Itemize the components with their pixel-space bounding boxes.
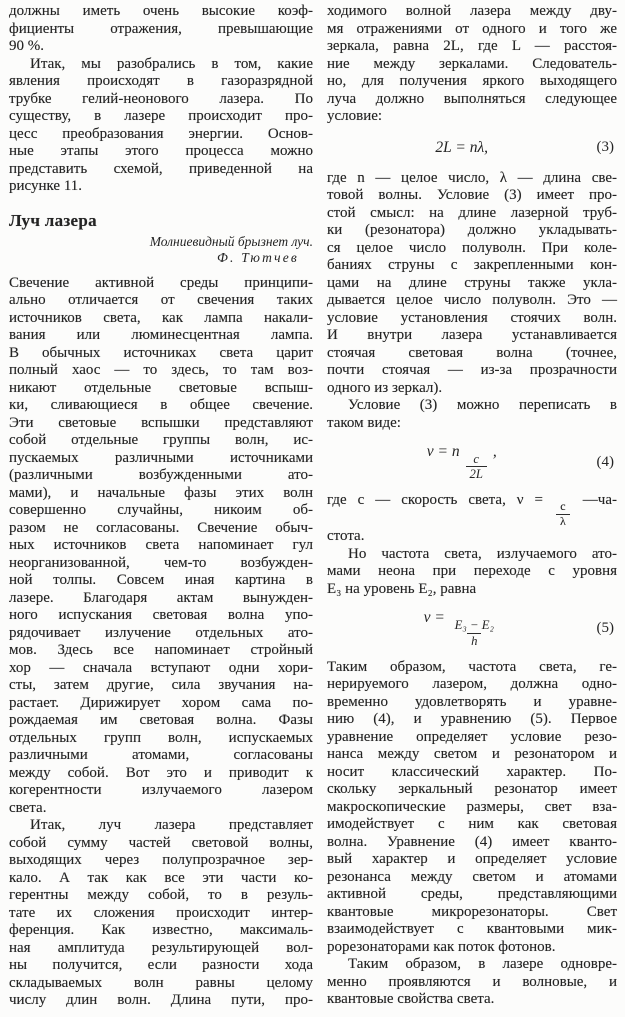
text-line: Свечение активной среды принципи- xyxy=(9,274,313,291)
text-column-left xyxy=(9,3,313,1010)
text-line: Но частота света, излучаемого ато- xyxy=(348,545,617,562)
text-line: пускаемых различными источниками xyxy=(9,449,313,466)
text-line: квантовые свойства света. xyxy=(327,991,495,1008)
equation-body: ν = n $\frac{c}{2L}$ , xyxy=(426,443,497,482)
fraction-numerator: c xyxy=(560,499,566,514)
text-line: резонанса между светом и атомами xyxy=(327,868,617,885)
text-line: цами на длине струны также укла- xyxy=(327,274,617,291)
fraction-denominator: 2L xyxy=(466,466,487,481)
text-line: одного из зеркал). xyxy=(327,379,443,396)
text-line: стота. xyxy=(327,528,365,545)
text-line: Таким образом, частота света, ге- xyxy=(327,658,617,675)
text-line: рорезонаторами как поток фотонов. xyxy=(327,938,556,955)
text-line: складываемых волн равны целому xyxy=(9,974,313,991)
text-line: товой волны. Условие (3) имеет про- xyxy=(327,187,617,203)
text-line: вания или люминесцентная лампа. xyxy=(9,327,313,343)
paragraph xyxy=(327,956,617,1009)
paragraph xyxy=(9,817,313,1010)
text-line: между собой. Вот это и приводит к xyxy=(9,764,313,781)
text-line: волна. Уравнение (4) имеет кванто- xyxy=(327,833,617,850)
equation xyxy=(327,443,617,481)
text-line: вый характер и определяет условие xyxy=(327,851,617,868)
text-line: где c — скорость света, ν = $\frac{c}{\lambda}$ —ча- xyxy=(327,492,617,528)
text-line: мов. Здесь все напоминает стройный xyxy=(9,642,313,658)
text-line: Таким образом, в лазере одновре- xyxy=(348,956,617,973)
text-line: существу, в лазере происходит про- xyxy=(9,108,313,124)
text-line: где n — целое число, λ — длина све- xyxy=(327,169,617,186)
text-line: отдельных групп волн, испускаемых xyxy=(9,729,313,746)
text-line: 90 %. xyxy=(9,38,44,54)
text-line: ходимого волной лазера между дву- xyxy=(327,3,617,19)
text-line: совершенно случайны, никоим об- xyxy=(9,502,313,518)
text-line: макроскопические размеры, свет вза- xyxy=(327,798,617,815)
text-line: герентны между собой, то в резуль- xyxy=(9,887,313,903)
text-line: И внутри лазера устанавливается xyxy=(327,327,617,343)
text-line: никают отдельные световые вспыш- xyxy=(9,379,313,396)
text-line: мами), и начальные фазы этих волн xyxy=(9,484,313,501)
text-line: квантовые микрорезонаторы. Свет xyxy=(327,903,617,920)
text-line: зеркала, равна 2L, где L — расстоя- xyxy=(327,38,617,54)
text-line: рождаемая им световая волна. Фазы xyxy=(9,712,313,728)
text-line: ки (резонатора) должно укладывать- xyxy=(327,222,617,238)
paragraph xyxy=(327,3,617,126)
paragraph xyxy=(327,492,617,545)
epigraph-author: Ф. Тютчев xyxy=(217,249,299,265)
paragraph xyxy=(327,659,617,957)
text-line: почти стоячая — из-за прозрачности xyxy=(327,362,617,378)
text-line: рисунке 11. xyxy=(9,178,83,194)
paragraph xyxy=(327,397,617,432)
text-line: E₃ на уровень E₂, равна xyxy=(327,580,477,597)
equation-number: (4) xyxy=(596,453,614,470)
text-line: луча должно выполняться следующее xyxy=(327,90,617,107)
text-line: условие: xyxy=(327,108,383,124)
text-line: света. xyxy=(9,799,47,816)
text-line: ные этапы этого процесса можно xyxy=(9,143,313,159)
text-line: фициенты отражения, превышающие xyxy=(9,20,313,37)
text-line: должны иметь очень высокие коэф- xyxy=(9,3,313,19)
text-line: менно проявляются и волновые, и xyxy=(327,973,617,990)
text-line: активной среды, представляющими xyxy=(327,886,617,903)
text-line: ного испускания световая волна упо- xyxy=(9,607,313,623)
equation-number: (5) xyxy=(596,620,614,636)
text-line: собой отдельные группы волн, ис- xyxy=(9,432,313,448)
epigraph xyxy=(9,234,313,266)
text-line: временно удовлетворять и уравне- xyxy=(327,693,617,710)
paragraph xyxy=(9,3,313,56)
text-line: мами неона при переходе с уровня xyxy=(327,563,617,580)
text-line: дывается целое число полуволн. Это — xyxy=(327,292,617,308)
text-line: различными атомами, согласованы xyxy=(9,747,313,763)
text-line: ференция. Как известно, максималь- xyxy=(9,922,313,938)
fraction-denominator: h xyxy=(467,633,481,648)
equation xyxy=(327,137,617,159)
text-line: мя отражениями от одного и того же xyxy=(327,20,617,37)
fraction-numerator: E₃ − E₂ xyxy=(454,618,494,633)
equation-number: (3) xyxy=(596,139,614,155)
text-line: нанса между светом и резонатором и xyxy=(327,746,617,763)
text-line: ся целое число полуволн. При коле- xyxy=(327,239,617,256)
text-line: числу длин волн. Длина пути, про- xyxy=(9,992,313,1008)
equation-body: 2L = nλ, xyxy=(435,138,489,156)
paragraph xyxy=(9,275,313,818)
text-line: стоячая световая волна (точнее, xyxy=(327,344,617,361)
text-line: таком виде: xyxy=(327,414,401,431)
text-line: собой сумму частей световой волны, xyxy=(9,834,313,851)
text-line: ны получится, если разности хода xyxy=(9,957,313,973)
equation-body: ν = $\frac{\text{E₃ − E₂}}{h}$ xyxy=(327,609,597,647)
text-line: стой смысл: на длине лазерной труб- xyxy=(327,204,617,221)
fraction-numerator: c xyxy=(473,451,480,466)
paragraph xyxy=(9,56,313,196)
text-line: (различными возбужденными ато- xyxy=(9,467,313,483)
text-line: скольку зеркальный резонатор имеет xyxy=(327,781,617,798)
text-line: ных источников света напоминает гул xyxy=(9,537,313,553)
paragraph xyxy=(327,170,617,398)
text-line: Эти световые вспышки представляют xyxy=(9,414,313,431)
page-columns xyxy=(9,3,617,1010)
text-line: имодействует с ним как световая xyxy=(327,816,617,833)
text-line: представить схемой, приведенной на xyxy=(9,160,313,177)
text-line: тате их сложения происходит интер- xyxy=(9,904,313,921)
fraction-denominator: λ xyxy=(556,514,570,528)
text-line: хор — сначала вступают одни хори- xyxy=(9,659,313,676)
paragraph xyxy=(327,546,617,599)
text-column-right xyxy=(327,3,617,1010)
text-line: носит классический характер. По- xyxy=(327,763,617,780)
text-line: ально отличается от свечения таких xyxy=(9,292,313,308)
text-line: но, для получения яркого выходящего xyxy=(327,73,617,89)
text-line: выходящих через полупрозрачное зер- xyxy=(9,852,313,868)
text-line: Итак, луч лазера представляет xyxy=(30,817,313,833)
text-line: рядочивает излучение отдельных ато- xyxy=(9,624,313,641)
epigraph-line: Молниевидный брызнет луч. xyxy=(149,233,313,249)
text-line: Итак, мы разобрались в том, какие xyxy=(30,55,313,72)
text-line: полный хаос — то здесь, то там воз- xyxy=(9,362,313,378)
text-line: разом не согласованы. Свечение обыч- xyxy=(9,519,313,536)
text-line: трубке гелий-неонового лазера. По xyxy=(9,90,313,107)
text-line: лазере. Благодаря актам вынужден- xyxy=(9,589,313,606)
text-line: нерируемого лазером, должна одно- xyxy=(327,676,617,693)
text-line: когерентности излучаемого лазером xyxy=(9,782,313,798)
text-line: явления происходят в газоразрядной xyxy=(9,73,313,89)
text-line: сты, затем другие, сила звучания на- xyxy=(9,677,313,693)
text-line: ние между зеркалами. Следователь- xyxy=(327,55,617,72)
text-line: баниях струны с закрепленными кон- xyxy=(327,257,617,273)
text-line: Условие (3) можно переписать в xyxy=(348,397,617,413)
text-line: кало. А так как все эти части ко- xyxy=(9,869,313,886)
text-line: растает. Дирижирует хором сама по- xyxy=(9,694,313,711)
fraction xyxy=(451,618,498,647)
section-heading: Луч лазера xyxy=(9,210,97,230)
text-line: нию (4), и уравнению (5). Первое xyxy=(327,711,617,728)
text-line: взаимодействует с квантовыми мик- xyxy=(327,921,617,938)
text-line: цесс преобразования энергии. Основ- xyxy=(9,125,313,142)
text-line: ки, сливающиеся в общее свечение. xyxy=(9,397,313,413)
fraction xyxy=(556,500,570,528)
text-line: ная амплитуда результирующей вол- xyxy=(9,939,313,956)
text-line: неорганизованной, чем-то возбужден- xyxy=(9,554,313,571)
text-line: ной толпы. Совсем иная картина в xyxy=(9,572,313,588)
text-line: условие установления стоячих волн. xyxy=(327,309,617,326)
text-line: источников света, как лампа накали- xyxy=(9,309,313,326)
fraction xyxy=(466,452,487,481)
text-line: уравнение определяет условие резо- xyxy=(327,728,617,745)
text-line: В обычных источниках света царит xyxy=(9,344,313,361)
equation xyxy=(327,609,617,647)
